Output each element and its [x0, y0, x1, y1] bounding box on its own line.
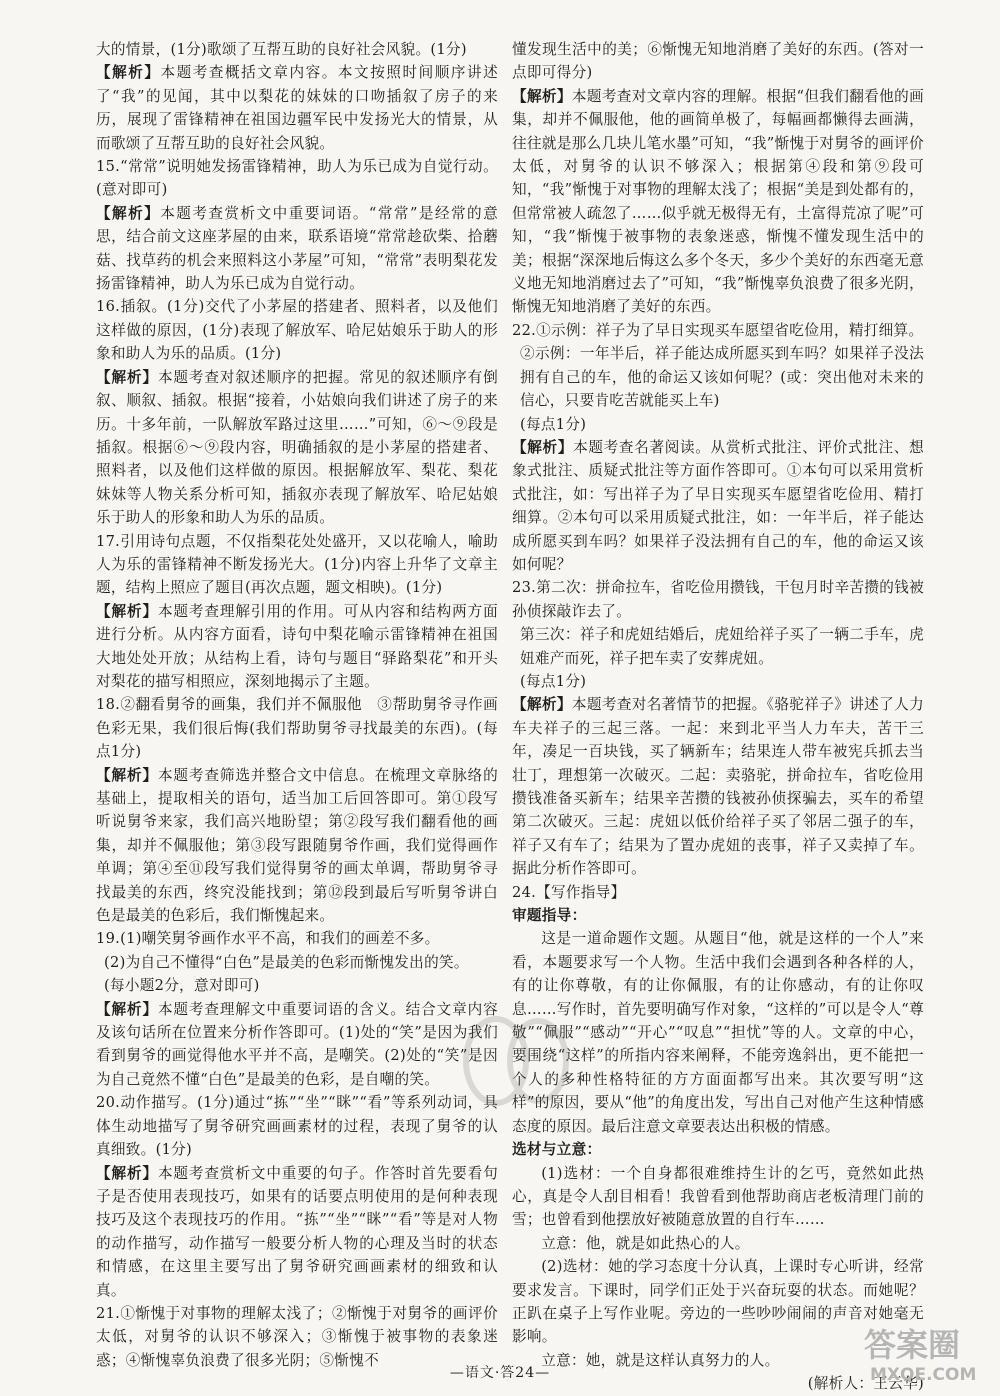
analysis-text: 本题考查对文章内容的理解。根据“但我们翻看他的画集，却并不佩服他，他的画简单极了，每幅画都懒得去画满，往往就是那么几块儿笔水墨”可知，“我”惭愧于对舅爷的画评价太低，对舅爷的认识不够深入；根据第④段和第⑨段可知，“我”惭愧于对事物的理解太浅了；根据“美是到处都有的，但常常被人疏忽了……似乎就无极得无有，土富得荒凉了呢”可知，“我”惭愧于被事物的表象迷惑，惭愧不懂发现生活中的美；根据“深深地后悔这么多个冬天，多少个美好的东西毫无意义地无知地消磨过去了”可知，“我”惭愧辜负浪费了很多光阴，惭愧无知地消磨了美好的东西。 — [512, 87, 924, 316]
analyst-credit: (解析人：王云华) — [807, 1375, 924, 1393]
question-number: 19. — [96, 930, 121, 948]
site-logo-icon — [860, 1320, 996, 1384]
analysis-paragraph — [96, 61, 498, 155]
answer-subitem: (2)为自己不懂得“白色”是最美的色彩而惭愧发出的笑。 — [104, 953, 469, 971]
analysis-tag: 【解析】 — [96, 1000, 158, 1018]
analysis-paragraph — [96, 764, 498, 928]
question-number: 23. — [512, 579, 537, 597]
guide-paragraph: 这是一道命题作文题。从题目“他，就是这样的一个人”来看，本题要求写一个人物。生活中我们会遇到各种各样的人，有的让你尊敬，有的让你佩服，有的让你感动，有的让你叹息……写作时，首先要明确写作对象，“这样的”可以是令人“尊敬”“佩服”“感动”“开心”“叹息”“担忧”等的人。文章的中心，要围绕“这样”的所指内容来阐释，不能旁逸斜出，更不能把一个人的多种性格特征的方方面面都写出来。其次要写明“这样”的原因，要从“他”的角度出发，写出自己对他产生这种情感态度的原因。最后注意文章要表达出积极的情感。 — [512, 930, 924, 1135]
watermark-icon — [456, 1006, 576, 1116]
question-answer — [96, 155, 498, 202]
analysis-paragraph — [96, 366, 498, 530]
analysis-tag: 【解析】 — [512, 696, 572, 714]
answer-text: ①惭愧于对事物的理解太浅了；②惭愧于对舅爷的画评价太低，对舅爷的认识不够深入；③惭愧于被事物的表象迷惑；④惭愧辜负浪费了很多光阴；⑤惭愧不 — [96, 1304, 498, 1369]
analysis-text: 本题考查对叙述顺序的把握。常见的叙述顺序有倒叙、顺叙、插叙。根据“接着，小姑娘向我们讲述了房子的来历。十多年前，一队解放军路过这里……”可知，⑥～⑨段是插叙。根据⑥～⑨段内容，明确插叙的是小茅屋的搭建者、照料者，以及他们这样做的原因。根据解放军、梨花、梨花妹妹等人物关系分析可知，插叙亦表现了解放军、哈尼姑娘乐于助人的形象和助人为乐的品质。 — [96, 368, 498, 527]
question-answer — [512, 881, 924, 904]
question-answer — [512, 576, 924, 623]
analysis-paragraph — [512, 693, 924, 880]
question-number: 21. — [96, 1304, 121, 1322]
right-column — [512, 38, 924, 1396]
body-text: 大的情景，(1分)歌颂了互帮互助的良好社会风貌。(1分) — [96, 41, 467, 58]
page-footer: —语文·答24— — [449, 1365, 551, 1381]
question-answer — [96, 295, 498, 365]
question-number: 20. — [96, 1094, 121, 1112]
analysis-tag: 【解析】 — [96, 368, 158, 386]
body-text: 懂发现生活中的美；⑥惭愧无知地消磨了美好的东西。(答对一点即可得分) — [512, 41, 924, 82]
analysis-tag: 【解析】 — [96, 766, 158, 784]
question-answer — [96, 1091, 498, 1161]
question-answer — [96, 693, 498, 763]
analysis-tag: 【解析】 — [96, 204, 161, 222]
analysis-paragraph — [96, 998, 498, 1092]
analysis-tag: 【解析】 — [96, 64, 161, 82]
question-answer — [96, 927, 498, 950]
answer-subitem: (每小题2分，意对即可) — [104, 977, 260, 995]
question-number: 18. — [96, 696, 121, 714]
analysis-tag: 【解析】 — [96, 1164, 158, 1182]
analysis-text: 本题考查对名著情节的把握。《骆驼祥子》讲述了人力车夫祥子的三起三落。一起：来到北平当人力车夫，苦干三年，凑足一百块钱，买了辆新车；结果连人带车被宪兵抓去当壮丁，理想第一次破灭。二起：卖骆驼，拼命拉车，省吃俭用攒钱准备买新车；结果辛苦攒的钱被孙侦探骗去，买车的希望第二次破灭。三起：虎妞以低价给祥子买了邻居二强子的车，祥子又有车了；结果为了置办虎妞的丧事，祥子又卖掉了车。据此分析作答即可。 — [512, 696, 925, 878]
answer-text: 【写作指导】 — [536, 883, 626, 901]
answer-text: 第二次：拼命拉车，省吃俭用攒钱，干包月时辛苦攒的钱被孙侦探敲诈去了。 — [512, 579, 924, 620]
answer-text: 引用诗句点题，不仅指梨花处处盛开，又以花喻人，喻助人为乐的雷锋精神不断发扬光大。(1分)内容上升华了文章主题，结构上照应了题目(再次点题，题文相映)。(1分) — [96, 532, 498, 597]
question-number: 16. — [96, 298, 121, 316]
answer-text: (1)嘲笑舅爷画作水平不高，和我们的画差不多。 — [120, 930, 440, 948]
question-number: 17. — [96, 532, 121, 550]
analysis-text: 本题考查名著阅读。从赏析式批注、评价式批注、想象式批注、质疑式批注等方面作答即可。①本句可以采用赏析式批注，如：写出祥子为了早日实现买车愿望省吃俭用、精打细算。②本句可以采用质疑式批注，如：一年半后，祥子能达成所愿买到车吗？如果祥子没法拥有自己的车，他的命运又该如何呢？ — [512, 438, 924, 573]
analysis-tag: 【解析】 — [512, 87, 572, 105]
guide-paragraph: (2)选材：她的学习态度十分认真，上课时专心听讲，经常要求发言。下课时，同学们正处于兴奋玩耍的状态。而她呢？正趴在桌子上写作业呢。旁边的一些吵吵闹闹的声音对她毫无影响。 — [512, 1258, 924, 1346]
answer-text: “常常”说明她发扬雷锋精神，助人为乐已成为自觉行动。(意对即可) — [96, 158, 498, 199]
analysis-paragraph — [96, 600, 498, 694]
analysis-tag: 【解析】 — [512, 438, 574, 456]
answer-subitem: ②示例：一年半后，祥子能达成所愿买到车吗？如果祥子没法拥有自己的车，他的命运又该如何呢？(或：突出他对未来的信心，只要肯吃苦就能买上车) — [520, 345, 924, 410]
site-logo-text: 答案圈 — [864, 1326, 961, 1364]
guide-paragraph: 立意：她，就是这样认真努力的人。 — [541, 1351, 780, 1369]
site-logo-url: MXQE.COM — [870, 1365, 977, 1384]
analysis-paragraph — [512, 85, 924, 319]
analysis-text: 本题考查概括文章内容。本文按照时间顺序讲述了“我”的见闻，其中以梨花的妹妹的口吻插叙了房子的来历，展现了雷锋精神在祖国边疆军民中发扬光大的情景，从而歌颂了互帮互助的良好社会风貌。 — [96, 64, 498, 152]
guide-paragraph: 立意：他，就是如此热心的人。 — [541, 1234, 750, 1252]
analysis-paragraph — [96, 1162, 498, 1302]
analysis-text: 本题考查赏析文中重要词语。“常常”是经常的意思，结合前文这座茅屋的由来，联系语境“常常趁砍柴、拾蘑菇、找草药的机会来照料这小茅屋”可知，“常常”表明梨花发扬雷锋精神，助人为乐已成为自觉行动。 — [96, 204, 498, 293]
question-number: 22. — [512, 321, 537, 339]
analysis-text: 本题考查筛选并整合文中信息。在梳理文章脉络的基础上，提取相关的语句，适当加工后回答即可。第①段写听说舅爷来家，我们高兴地盼望；第②段写我们翻看他的画集，却并不佩服他；第③段写跟随舅爷作画，我们觉得画作单调；第④至⑪段写我们觉得舅爷的画太单调，帮助舅爷寻找最美的东西，终究没能找到；第⑫段到最后写听舅爷讲白色是最美的色彩后，我们惭愧起来。 — [96, 766, 498, 925]
answer-text: ②翻看舅爷的画集，我们并不佩服他 ③帮助舅爷寻作画色彩无果，我们很后悔(我们帮助舅爷寻找最美的东西)。(每点1分) — [96, 696, 498, 761]
answer-subitem: 第三次：祥子和虎妞结婚后，虎妞给祥子买了一辆二手车，虎妞难产而死，祥子把车卖了安葬虎妞。 — [520, 626, 924, 667]
question-number: 15. — [96, 158, 121, 176]
guide-paragraph: (1)选材：一个自身都很难维持生计的乞丐，竟然如此热心，真是令人刮目相看！我曾看到他帮助商店老板清理门前的雪；也曾看到他摆放好被随意放置的自行车…… — [512, 1164, 924, 1229]
answer-text: ①示例：祥子为了早日实现买车愿望省吃俭用，精打细算。 — [536, 321, 924, 339]
analysis-paragraph — [96, 202, 498, 296]
section-heading: 审题指导： — [512, 907, 587, 925]
left-column — [96, 38, 498, 1372]
analysis-text: 本题考查理解引用的作用。可从内容和结构两方面进行分析。从内容方面看，诗句中梨花喻示雷锋精神在祖国大地处处开放；从结构上看，诗句与题目“驿路梨花”和开头对梨花的描写相照应，深刻地揭示了主题。 — [96, 602, 498, 690]
analysis-tag: 【解析】 — [96, 602, 158, 620]
answer-subitem: (每点1分) — [520, 672, 587, 690]
section-heading: 选材与立意： — [512, 1141, 602, 1159]
answer-text: 动作描写。(1分)通过“拣”“坐”“眯”“看”等系列动词，具体生动地描写了舅爷研究画画素材的过程，表现了舅爷的认真细致。(1分) — [96, 1094, 498, 1159]
question-answer — [96, 530, 498, 600]
answer-text: 插叙。(1分)交代了小茅屋的搭建者、照料者，以及他们这样做的原因，(1分)表现了解放军、哈尼姑娘乐于助人的形象和助人为乐的品质。(1分) — [96, 298, 498, 363]
analysis-text: 本题考查赏析文中重要的句子。作答时首先要看句子是否使用表现技巧，如果有的话要点明使用的是何种表现技巧及这个表现技巧的作用。“拣”“坐”“眯”“看”等是对人物的动作描写，动作描写一般要分析人物的心理及当时的状态和情感，在这里主要写出了舅爷研究画画素材的细致和认真。 — [96, 1164, 498, 1299]
analysis-text: 本题考查理解文中重要词语的含义。结合文章内容及该句话所在位置来分析作答即可。(1)处的“笑”是因为我们看到舅爷的画觉得他水平并不高，是嘲笑。(2)处的“笑”是因为自己竟然不懂“白色”是最美的色彩，是自嘲的笑。 — [96, 1000, 498, 1088]
question-number: 24. — [512, 883, 537, 901]
question-answer — [512, 319, 924, 342]
answer-subitem: (每点1分) — [520, 415, 587, 433]
analysis-paragraph — [512, 436, 924, 576]
